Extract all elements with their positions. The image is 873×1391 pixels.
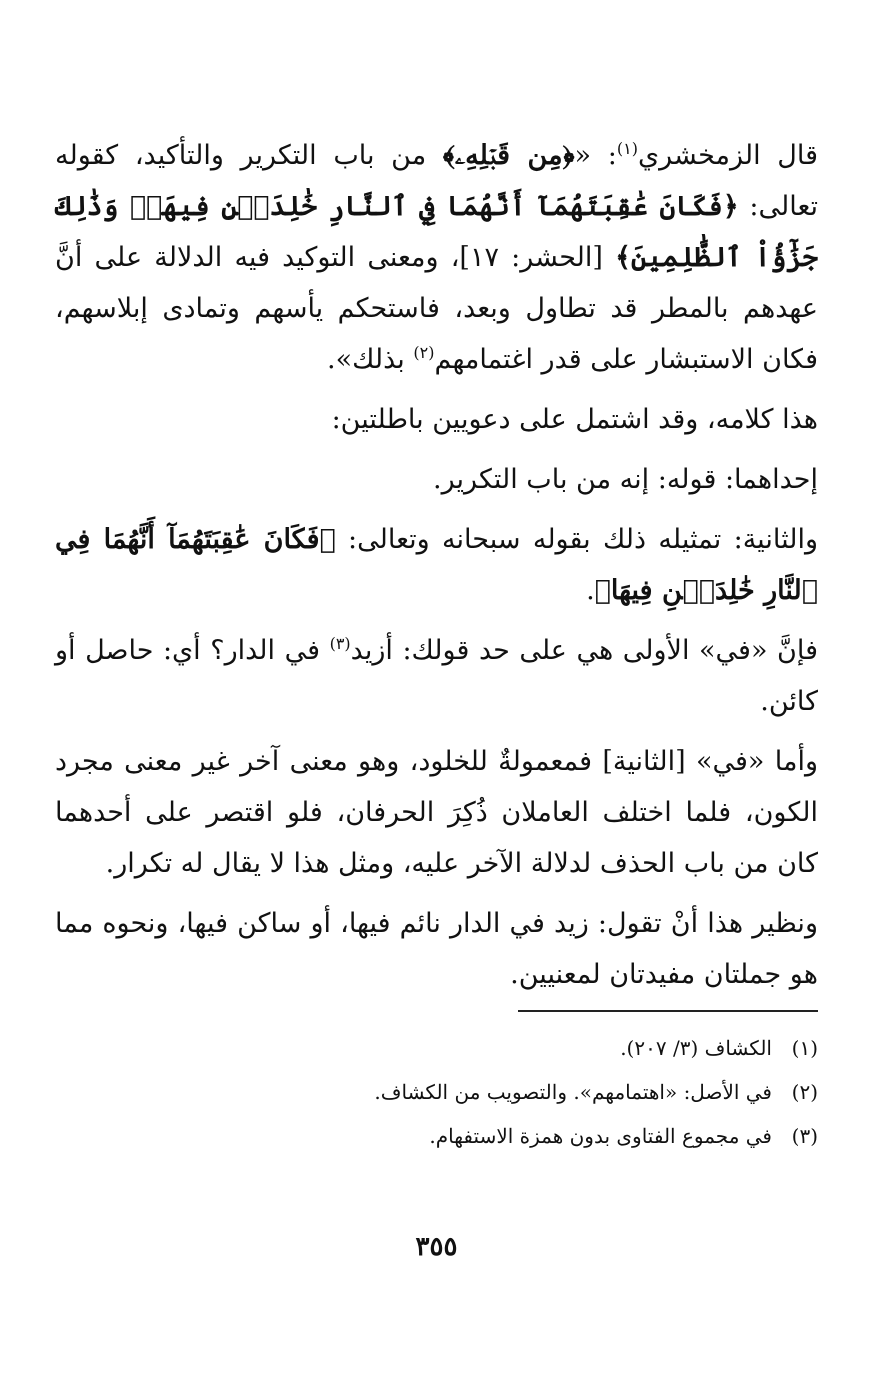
footnote-number: (٢) xyxy=(791,1080,818,1104)
paragraph-4-end: . xyxy=(586,575,595,606)
footnotes xyxy=(55,1026,818,1158)
footnote-ref-2: (٢) xyxy=(413,343,435,362)
paragraph-4 xyxy=(55,514,818,616)
footnote-text: في مجموع الفتاوى بدون همزة الاستفهام. xyxy=(429,1124,772,1148)
quran-verse-2: ﴿فَكَانَ عَٰقِبَتَهُمَآ أَنَّهُمَا فِي ٱلنَّارِ خَٰلِدَيۡنِ فِيهَاۚ وَذَٰلِكَ جَزَٰٓؤُاْ ٱلظَّٰلِمِينَ﴾ xyxy=(55,191,818,273)
paragraph-1-end: بذلك». xyxy=(327,344,414,375)
footnote-2 xyxy=(55,1070,818,1114)
paragraph-1-intro: قال الزمخشري xyxy=(637,140,819,171)
footnote-number: (١) xyxy=(791,1036,818,1060)
paragraph-1-commentary: [الحشر: ١٧]، ومعنى التوكيد فيه الدلالة على أنَّ عهدهم بالمطر قد تطاول وبعد، فاستحكم يأسهم وتمادى إبلاسهم، فكان الاستبشار على قدر اغتمامهم xyxy=(55,242,818,375)
paragraph-1-text: من باب التكرير والتأكيد، كقوله تعالى: xyxy=(55,140,818,222)
main-text xyxy=(55,130,818,1000)
paragraph-5-text: فإنَّ «في» الأولى هي على حد قولك: أزيد xyxy=(350,635,818,666)
footnote-1 xyxy=(55,1026,818,1070)
footnote-divider xyxy=(518,1010,818,1012)
quran-verse-1: ﴿مِن قَبۡلِهِۦ﴾ xyxy=(442,140,575,171)
paragraph-5 xyxy=(55,625,818,727)
footnote-3 xyxy=(55,1114,818,1158)
paragraph-5-end: في الدار؟ أي: حاصل أو كائن. xyxy=(55,635,818,717)
quran-verse-3: ﴿فَكَانَ عَٰقِبَتَهُمَآ أَنَّهُمَا فِي ٱلنَّارِ خَٰلِدَيۡنِ فِيهَا﴾ xyxy=(55,524,818,606)
page-content xyxy=(55,130,818,1158)
paragraph-2: هذا كلامه، وقد اشتمل على دعويين باطلتين: xyxy=(331,404,818,435)
paragraph-6: وأما «في» [الثانية] فمعمولةٌ للخلود، وهو معنى آخر غير معنى مجرد الكون، فلما اختلف العاملان ذُكِرَ الحرفان، فلو اقتصر على أحدهما كان من باب الحذف لدلالة الآخر عليه، ومثل هذا لا يقال له تكرار. xyxy=(55,746,818,879)
footnote-ref-3: (٣) xyxy=(329,634,351,653)
page-number: ٣٥٥ xyxy=(415,1232,458,1262)
paragraph-3: إحداهما: قوله: إنه من باب التكرير. xyxy=(433,464,818,495)
footnote-text: في الأصل: «اهتمامهم». والتصويب من الكشاف. xyxy=(374,1080,772,1104)
footnote-number: (٣) xyxy=(791,1124,818,1148)
footnote-ref-1: (١) xyxy=(616,139,638,158)
paragraph-4-text: والثانية: تمثيله ذلك بقوله سبحانه وتعالى: xyxy=(335,524,818,555)
paragraph-1 xyxy=(55,130,818,385)
footnote-text: الكشاف (٣/ ٢٠٧). xyxy=(620,1036,772,1060)
paragraph-1-quote-open: : « xyxy=(574,140,617,171)
paragraph-7: ونظير هذا أنْ تقول: زيد في الدار نائم فيها، أو ساكن فيها، ونحوه مما هو جملتان مفيدتان لمعنيين. xyxy=(55,908,818,990)
